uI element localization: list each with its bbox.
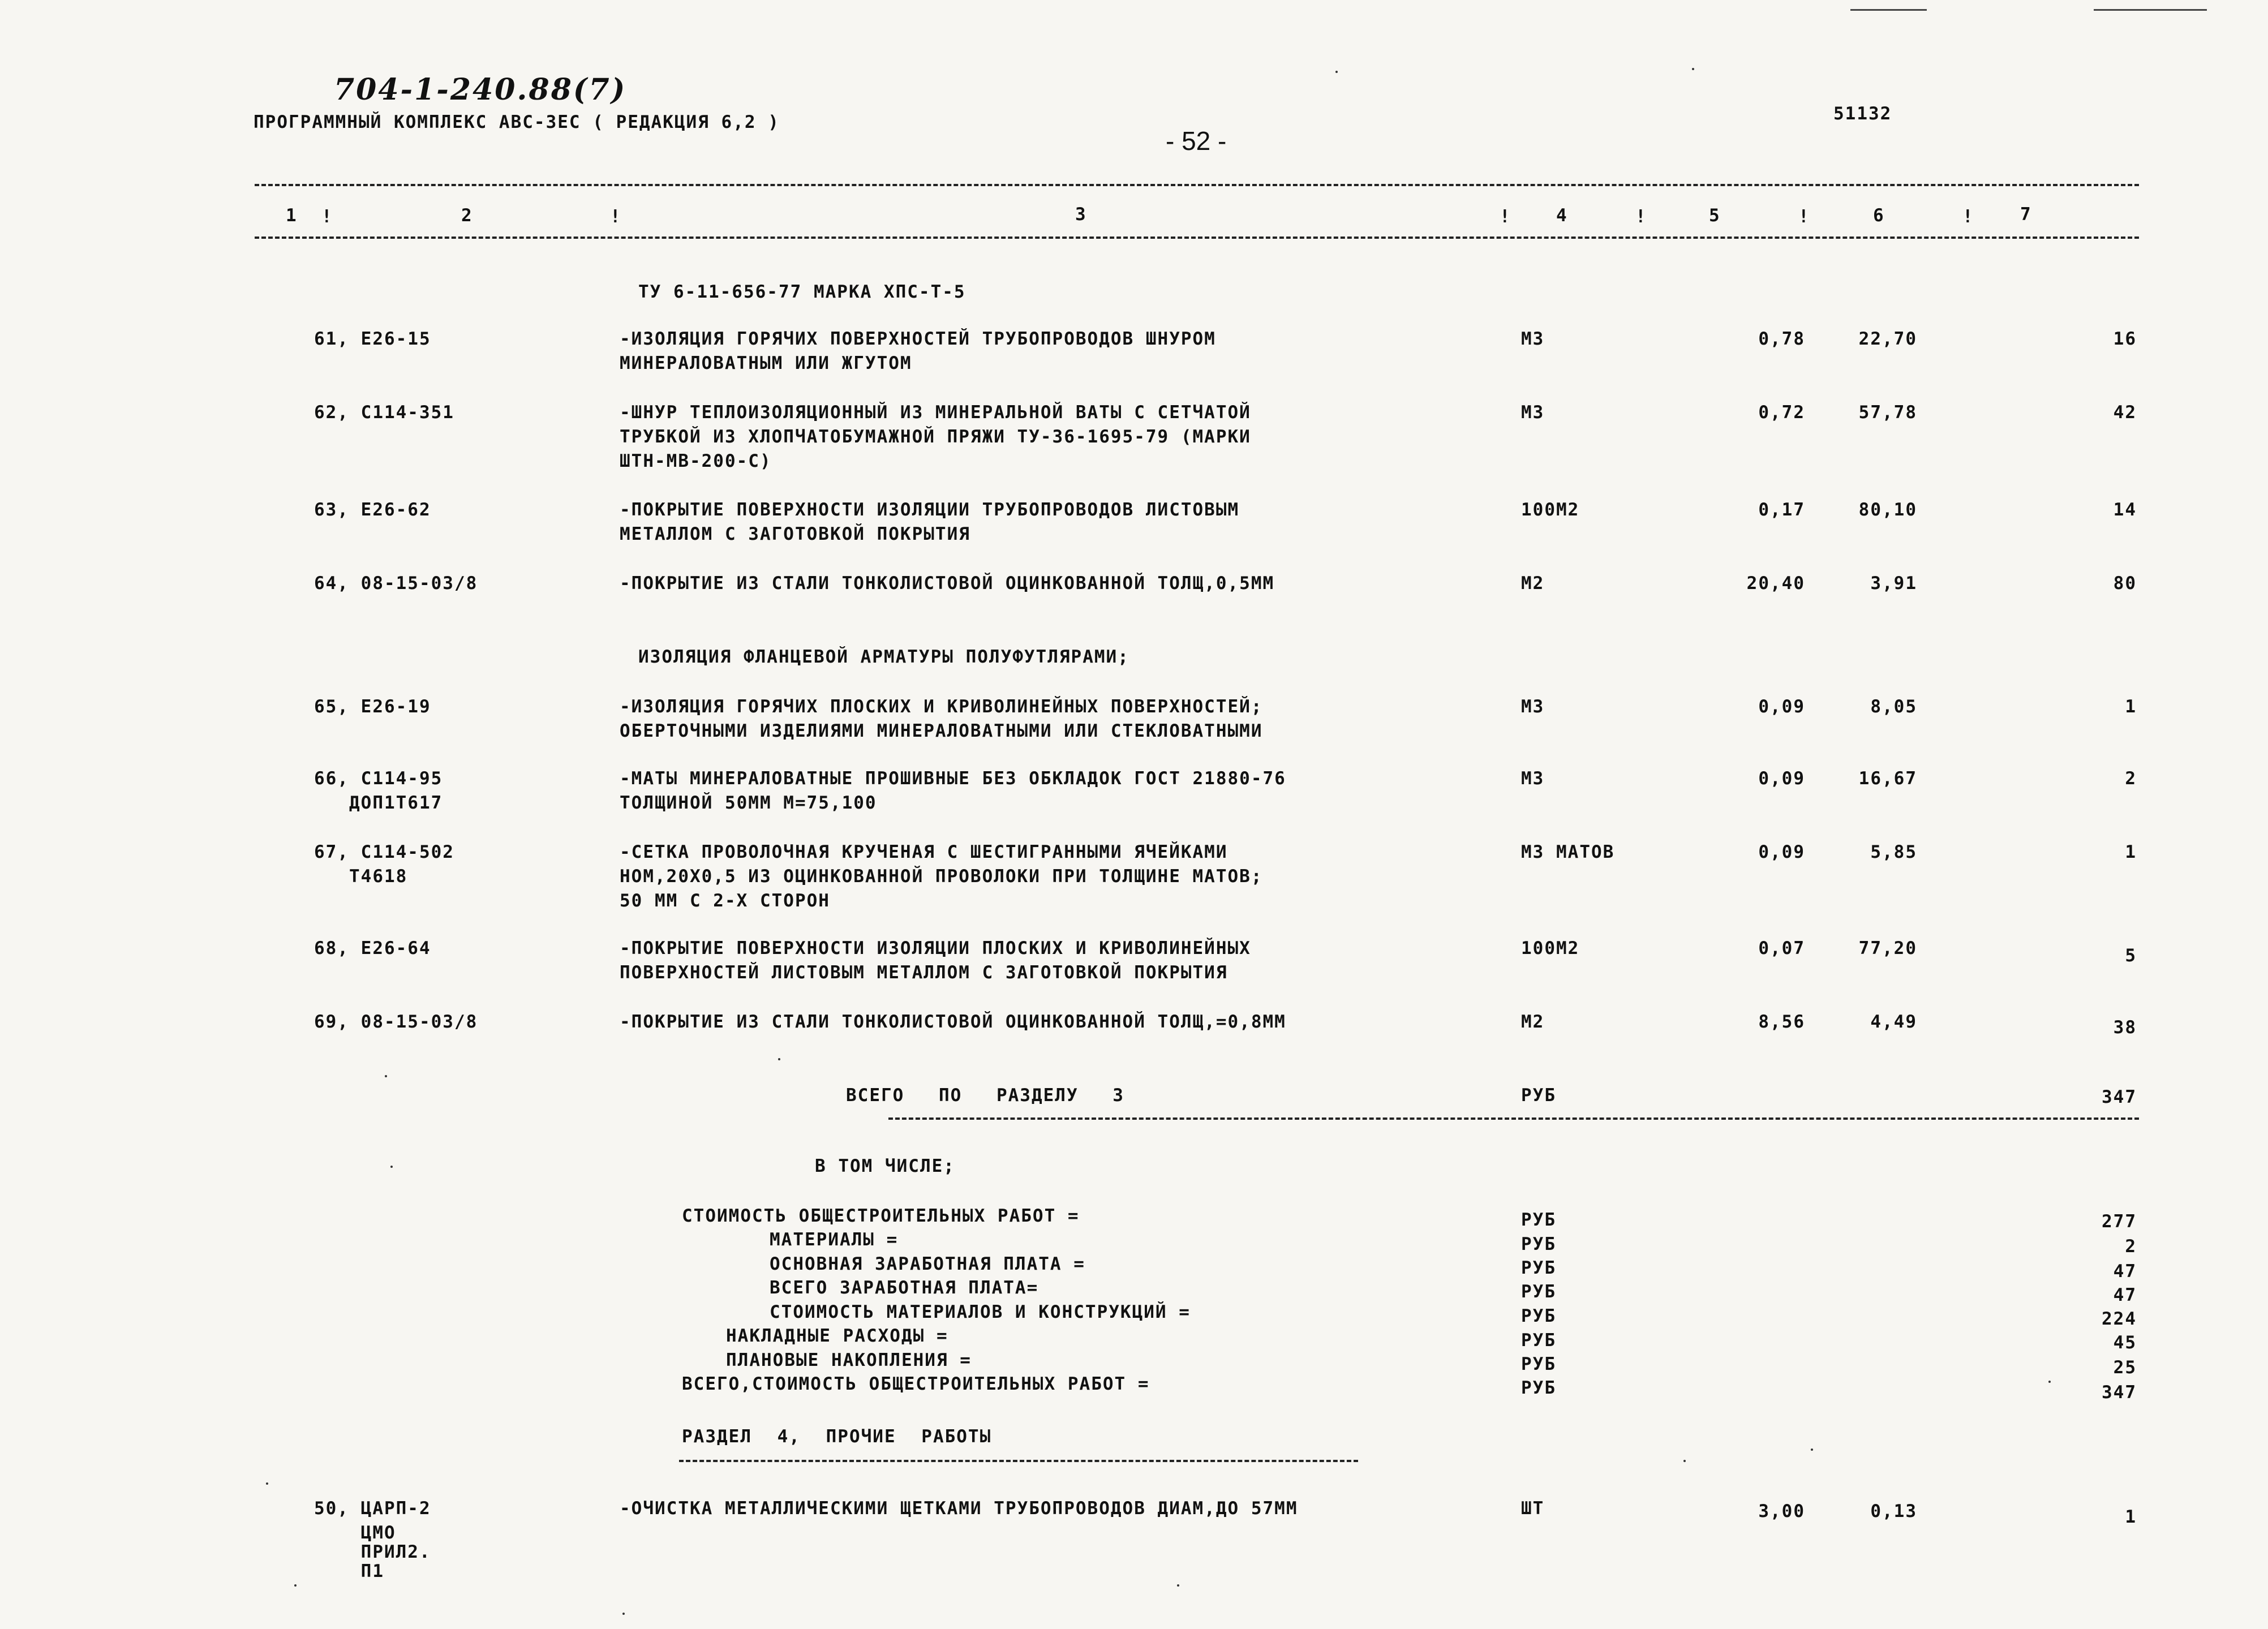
row-64-price: 3,91 xyxy=(1870,573,1917,594)
row-62-code: 62, С114-351 xyxy=(314,402,454,423)
section-total-rule xyxy=(888,1117,2139,1120)
row-50-unit: ШТ xyxy=(1521,1498,1545,1519)
scan-speck xyxy=(1335,71,1338,73)
row-69-unit: М2 xyxy=(1521,1012,1545,1032)
row-62-unit: М3 xyxy=(1521,402,1545,423)
row-63-desc: -ПОКРЫТИЕ ПОВЕРХНОСТИ ИЗОЛЯЦИИ ТРУБОПРОВОДОВ ЛИСТОВЫМ МЕТАЛЛОМ С ЗАГОТОВКОЙ ПОКРЫТИЯ xyxy=(620,500,1240,544)
col-sep: ! xyxy=(1798,207,1810,227)
scan-stroke xyxy=(1850,9,1927,11)
row-62-total: 42 xyxy=(2113,402,2137,423)
breakdown-unit: РУБ xyxy=(1521,1234,1556,1254)
row-69-code: 69, 08-15-03/8 xyxy=(314,1012,478,1032)
col-num-6: 6 xyxy=(1873,205,1885,226)
row-63-price: 80,10 xyxy=(1858,500,1917,520)
row-66-code: 66, С114-95 ДОП1Т617 xyxy=(314,768,443,813)
breakdown-value: 47 xyxy=(2113,1285,2137,1305)
row-50-total: 1 xyxy=(2125,1507,2137,1527)
row-65-desc: -ИЗОЛЯЦИЯ ГОРЯЧИХ ПЛОСКИХ И КРИВОЛИНЕЙНЫХ ПОВЕРХНОСТЕЙ; ОБЕРТОЧНЫМИ ИЗДЕЛИЯМИ МИНЕРАЛОВАТНЫМИ ИЛИ СТЕКЛОВАТНЫМИ xyxy=(620,697,1263,741)
document-number: 51132 xyxy=(1833,104,1892,124)
row-65-total: 1 xyxy=(2125,697,2137,717)
header-rule-bottom xyxy=(255,237,2139,239)
scan-speck xyxy=(266,1482,268,1485)
row-64-desc: -ПОКРЫТИЕ ИЗ СТАЛИ ТОНКОЛИСТОВОЙ ОЦИНКОВАННОЙ ТОЛЩ,0,5ММ xyxy=(620,573,1275,594)
breakdown-label: ВСЕГО ЗАРАБОТНАЯ ПЛАТА= xyxy=(770,1278,1039,1298)
breakdown-unit: РУБ xyxy=(1521,1282,1556,1302)
col-sep: ! xyxy=(321,207,333,227)
col-num-7: 7 xyxy=(2020,204,2032,225)
section-4-title: РАЗДЕЛ 4, ПРОЧИЕ РАБОТЫ xyxy=(682,1426,992,1447)
row-65-price: 8,05 xyxy=(1870,697,1917,717)
scan-speck xyxy=(1692,68,1694,70)
breakdown-unit: РУБ xyxy=(1521,1354,1556,1374)
row-66-total: 2 xyxy=(2125,768,2137,789)
row-68-price: 77,20 xyxy=(1858,938,1917,959)
row-61-code: 61, Е26-15 xyxy=(314,329,431,349)
program-line: ПРОГРАММНЫЙ КОМПЛЕКС АВС-3ЕС ( РЕДАКЦИЯ 6,2 ) xyxy=(254,112,780,132)
scan-speck xyxy=(622,1613,625,1615)
row-62-price: 57,78 xyxy=(1858,402,1917,423)
breakdown-value: 277 xyxy=(2102,1211,2137,1232)
section-total-value: 347 xyxy=(2102,1087,2137,1107)
breakdown-unit: РУБ xyxy=(1521,1258,1556,1278)
col-num-5: 5 xyxy=(1709,205,1721,226)
row-50-desc: -ОЧИСТКА МЕТАЛЛИЧЕСКИМИ ЩЕТКАМИ ТРУБОПРОВОДОВ ДИАМ,ДО 57ММ xyxy=(620,1498,1298,1519)
breakdown-unit: РУБ xyxy=(1521,1330,1556,1351)
breakdown-unit: РУБ xyxy=(1521,1378,1556,1398)
col-sep: ! xyxy=(1635,207,1647,227)
row-61-desc: -ИЗОЛЯЦИЯ ГОРЯЧИХ ПОВЕРХНОСТЕЙ ТРУБОПРОВОДОВ ШНУРОМ МИНЕРАЛОВАТНЫМ ИЛИ ЖГУТОМ xyxy=(620,329,1216,373)
row-62-qty: 0,72 xyxy=(1758,402,1805,423)
breakdown-value: 25 xyxy=(2113,1357,2137,1378)
col-num-3: 3 xyxy=(1075,204,1087,225)
breakdown-label: ПЛАНОВЫЕ НАКОПЛЕНИЯ = xyxy=(726,1350,972,1370)
row-61-qty: 0,78 xyxy=(1758,329,1805,349)
breakdown-value: 47 xyxy=(2113,1261,2137,1282)
breakdown-value: 2 xyxy=(2125,1236,2137,1257)
col-num-1: 1 xyxy=(286,205,298,226)
section-4-underline xyxy=(679,1460,1358,1462)
row-69-desc: -ПОКРЫТИЕ ИЗ СТАЛИ ТОНКОЛИСТОВОЙ ОЦИНКОВАННОЙ ТОЛЩ,=0,8ММ xyxy=(620,1012,1286,1032)
page-number: - 52 - xyxy=(1166,126,1227,156)
row-50-qty: 3,00 xyxy=(1758,1501,1805,1521)
row-63-unit: 100М2 xyxy=(1521,500,1580,520)
breakdown-unit: РУБ xyxy=(1521,1306,1556,1326)
scan-stroke xyxy=(2094,9,2207,11)
row-66-desc: -МАТЫ МИНЕРАЛОВАТНЫЕ ПРОШИВНЫЕ БЕЗ ОБКЛАДОК ГОСТ 21880-76 ТОЛЩИНОЙ 50ММ М=75,100 xyxy=(620,768,1286,813)
row-65-qty: 0,09 xyxy=(1758,697,1805,717)
col-sep: ! xyxy=(1500,207,1511,227)
section-total-unit: РУБ xyxy=(1521,1085,1556,1106)
breakdown-label: МАТЕРИАЛЫ = xyxy=(770,1230,899,1250)
row-69-total: 38 xyxy=(2113,1017,2137,1038)
breakdown-value: 45 xyxy=(2113,1333,2137,1353)
scan-speck xyxy=(294,1584,297,1587)
row-64-qty: 20,40 xyxy=(1746,573,1805,594)
col-num-4: 4 xyxy=(1556,205,1568,226)
row-68-unit: 100М2 xyxy=(1521,938,1580,959)
row-69-price: 4,49 xyxy=(1870,1012,1917,1032)
flange-heading: ИЗОЛЯЦИЯ ФЛАНЦЕВОЙ АРМАТУРЫ ПОЛУФУТЛЯРАМИ; xyxy=(638,647,1129,667)
breakdown-label: СТОИМОСТЬ ОБЩЕСТРОИТЕЛЬНЫХ РАБОТ = xyxy=(682,1206,1080,1226)
row-67-code: 67, С114-502 Т4618 xyxy=(314,842,454,887)
row-68-code: 68, Е26-64 xyxy=(314,938,431,959)
row-61-total: 16 xyxy=(2113,329,2137,349)
header-rule-top xyxy=(255,184,2139,186)
row-63-code: 63, Е26-62 xyxy=(314,500,431,520)
row-69-qty: 8,56 xyxy=(1758,1012,1805,1032)
row-64-unit: М2 xyxy=(1521,573,1545,594)
row-67-desc: -СЕТКА ПРОВОЛОЧНАЯ КРУЧЕНАЯ С ШЕСТИГРАННЫМИ ЯЧЕЙКАМИ НОМ,20Х0,5 ИЗ ОЦИНКОВАННОЙ ПРОВОЛОКИ ПРИ ТОЛЩИНЕ МАТОВ; 50 ММ С 2-Х СТОРОН xyxy=(620,842,1263,911)
row-61-unit: М3 xyxy=(1521,329,1545,349)
row-67-price: 5,85 xyxy=(1870,842,1917,862)
row-50-price: 0,13 xyxy=(1870,1501,1917,1521)
row-67-qty: 0,09 xyxy=(1758,842,1805,862)
row-62-desc: -ШНУР ТЕПЛОИЗОЛЯЦИОННЫЙ ИЗ МИНЕРАЛЬНОЙ ВАТЫ С СЕТЧАТОЙ ТРУБКОЙ ИЗ ХЛОПЧАТОБУМАЖНОЙ ПРЯЖИ ТУ-36-1695-79 (МАРКИ ШТН-МВ-200-С) xyxy=(620,402,1251,471)
col-sep: ! xyxy=(1962,207,1974,227)
row-50-code: 50, ЦАРП-2 ЦМО ПРИЛ2. П1 xyxy=(314,1498,431,1581)
scan-speck xyxy=(1683,1460,1686,1462)
row-64-total: 80 xyxy=(2113,573,2137,594)
col-num-2: 2 xyxy=(461,205,473,226)
row-67-unit: М3 МАТОВ xyxy=(1521,842,1615,862)
breakdown-label: НАКЛАДНЫЕ РАСХОДЫ = xyxy=(726,1326,948,1346)
including-label: В ТОМ ЧИСЛЕ; xyxy=(815,1156,955,1176)
scan-speck xyxy=(385,1075,387,1077)
row-68-qty: 0,07 xyxy=(1758,938,1805,959)
scan-speck xyxy=(2048,1381,2051,1383)
breakdown-unit: РУБ xyxy=(1521,1210,1556,1230)
breakdown-value: 224 xyxy=(2102,1309,2137,1329)
breakdown-label: СТОИМОСТЬ МАТЕРИАЛОВ И КОНСТРУКЦИЙ = xyxy=(770,1302,1191,1322)
row-63-qty: 0,17 xyxy=(1758,500,1805,520)
row-66-qty: 0,09 xyxy=(1758,768,1805,789)
breakdown-label: ОСНОВНАЯ ЗАРАБОТНАЯ ПЛАТА = xyxy=(770,1254,1085,1274)
section-total-label: ВСЕГО ПО РАЗДЕЛУ 3 xyxy=(846,1085,1124,1106)
document-code-handwritten: 704-1-240.88(7) xyxy=(334,72,627,107)
scan-speck xyxy=(390,1166,393,1168)
row-68-desc: -ПОКРЫТИЕ ПОВЕРХНОСТИ ИЗОЛЯЦИИ ПЛОСКИХ И КРИВОЛИНЕЙНЫХ ПОВЕРХНОСТЕЙ ЛИСТОВЫМ МЕТАЛЛОМ С ЗАГОТОВКОЙ ПОКРЫТИЯ xyxy=(620,938,1251,983)
scan-speck xyxy=(1811,1449,1813,1451)
row-61-price: 22,70 xyxy=(1858,329,1917,349)
breakdown-label: ВСЕГО,СТОИМОСТЬ ОБЩЕСТРОИТЕЛЬНЫХ РАБОТ = xyxy=(682,1374,1150,1394)
row-67-total: 1 xyxy=(2125,842,2137,862)
row-66-price: 16,67 xyxy=(1858,768,1917,789)
row-64-code: 64, 08-15-03/8 xyxy=(314,573,478,594)
col-sep: ! xyxy=(610,207,622,227)
spec-line: ТУ 6-11-656-77 МАРКА ХПС-Т-5 xyxy=(638,282,966,302)
row-65-unit: М3 xyxy=(1521,697,1545,717)
row-68-total: 5 xyxy=(2125,945,2137,966)
scan-speck xyxy=(1177,1584,1179,1587)
row-63-total: 14 xyxy=(2113,500,2137,520)
breakdown-value: 347 xyxy=(2102,1382,2137,1403)
scan-speck xyxy=(778,1058,780,1060)
row-65-code: 65, Е26-19 xyxy=(314,697,431,717)
row-66-unit: М3 xyxy=(1521,768,1545,789)
